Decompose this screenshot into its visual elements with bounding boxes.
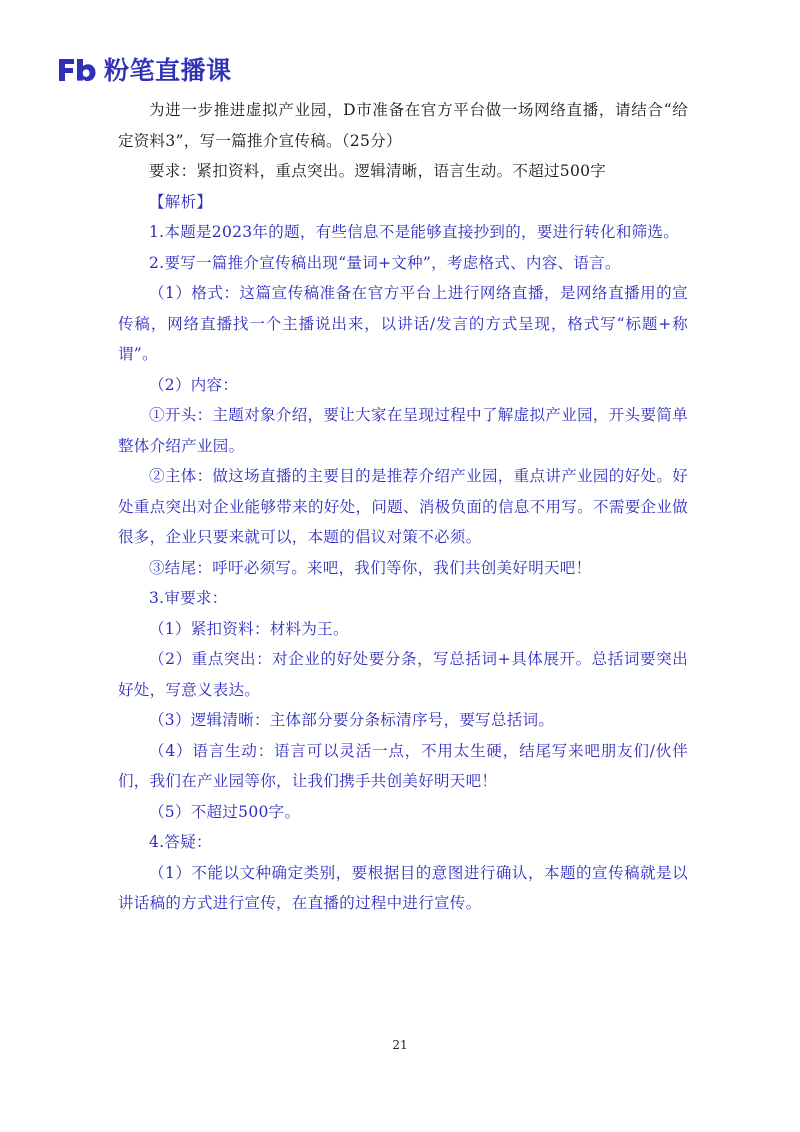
analysis-paragraph: （2）重点突出：对企业的好处要分条，写总括词+具体展开。总括词要突出好处，写意义表达。: [118, 650, 688, 699]
analysis-paragraph: （1）不能以文种确定类别，要根据目的意图进行确认，本题的宣传稿就是以讲话稿的方式进行宣传，在直播的过程中进行宣传。: [118, 863, 688, 912]
page-header: [56, 52, 232, 86]
analysis-paragraph: ②主体：做这场直播的主要目的是推荐介绍产业园，重点讲产业园的好处。好处重点突出对企业能够带来的好处，问题、消极负面的信息不用写。不需要企业做很多，企业只要来就可以，本题的倡议对策不必须。: [118, 467, 688, 546]
analysis-paragraph: （2）内容：: [149, 375, 239, 394]
analysis-paragraph: ①开头：主题对象介绍，要让大家在呈现过程中了解虚拟产业园，开头要简单整体介绍产业园。: [118, 406, 688, 455]
analysis-paragraph: （5）不超过500字。: [149, 802, 301, 821]
analysis-paragraph: （1）紧扣资料：材料为王。: [149, 619, 349, 638]
analysis-heading: 【解析】: [149, 192, 213, 211]
analysis-paragraph: （4）语言生动：语言可以灵活一点，不用太生硬，结尾写来吧朋友们/伙伴们，我们在产业园等你，让我们携手共创美好明天吧！: [118, 741, 688, 790]
analysis-paragraph: （3）逻辑清晰：主体部分要分条标清序号，要写总括词。: [149, 711, 555, 729]
brand-name: 粉笔直播课: [104, 56, 232, 85]
analysis-paragraph: 3.审要求：: [149, 589, 228, 607]
page-number: 21: [392, 1038, 408, 1052]
question-requirements: 要求：紧扣资料，重点突出。逻辑清晰，语言生动。不超过500字: [149, 162, 607, 180]
analysis-paragraph: 4.答疑：: [149, 833, 212, 851]
analysis-paragraph: （1）格式：这篇宣传稿准备在官方平台上进行网络直播，是网络直播用的宣传稿，网络直播找一个主播说出来，以讲话/发言的方式呈现，格式写“标题+称谓”。: [118, 284, 688, 363]
document-body: [118, 95, 688, 919]
analysis-paragraph: 2.要写一篇推介宣传稿出现“量词+文种”，考虑格式、内容、语言。: [149, 253, 621, 272]
question-prompt: 为进一步推进虚拟产业园，D市准备在官方平台做一场网络直播，请结合“给定资料3”，写一篇推介宣传稿。（25分）: [118, 101, 688, 150]
analysis-paragraph: ③结尾：呼吁必须写。来吧，我们等你，我们共创美好明天吧！: [149, 558, 592, 577]
fb-logo-icon: [56, 55, 96, 83]
analysis-paragraph: 1.本题是2023年的题，有些信息不是能够直接抄到的，要进行转化和筛选。: [149, 223, 680, 241]
